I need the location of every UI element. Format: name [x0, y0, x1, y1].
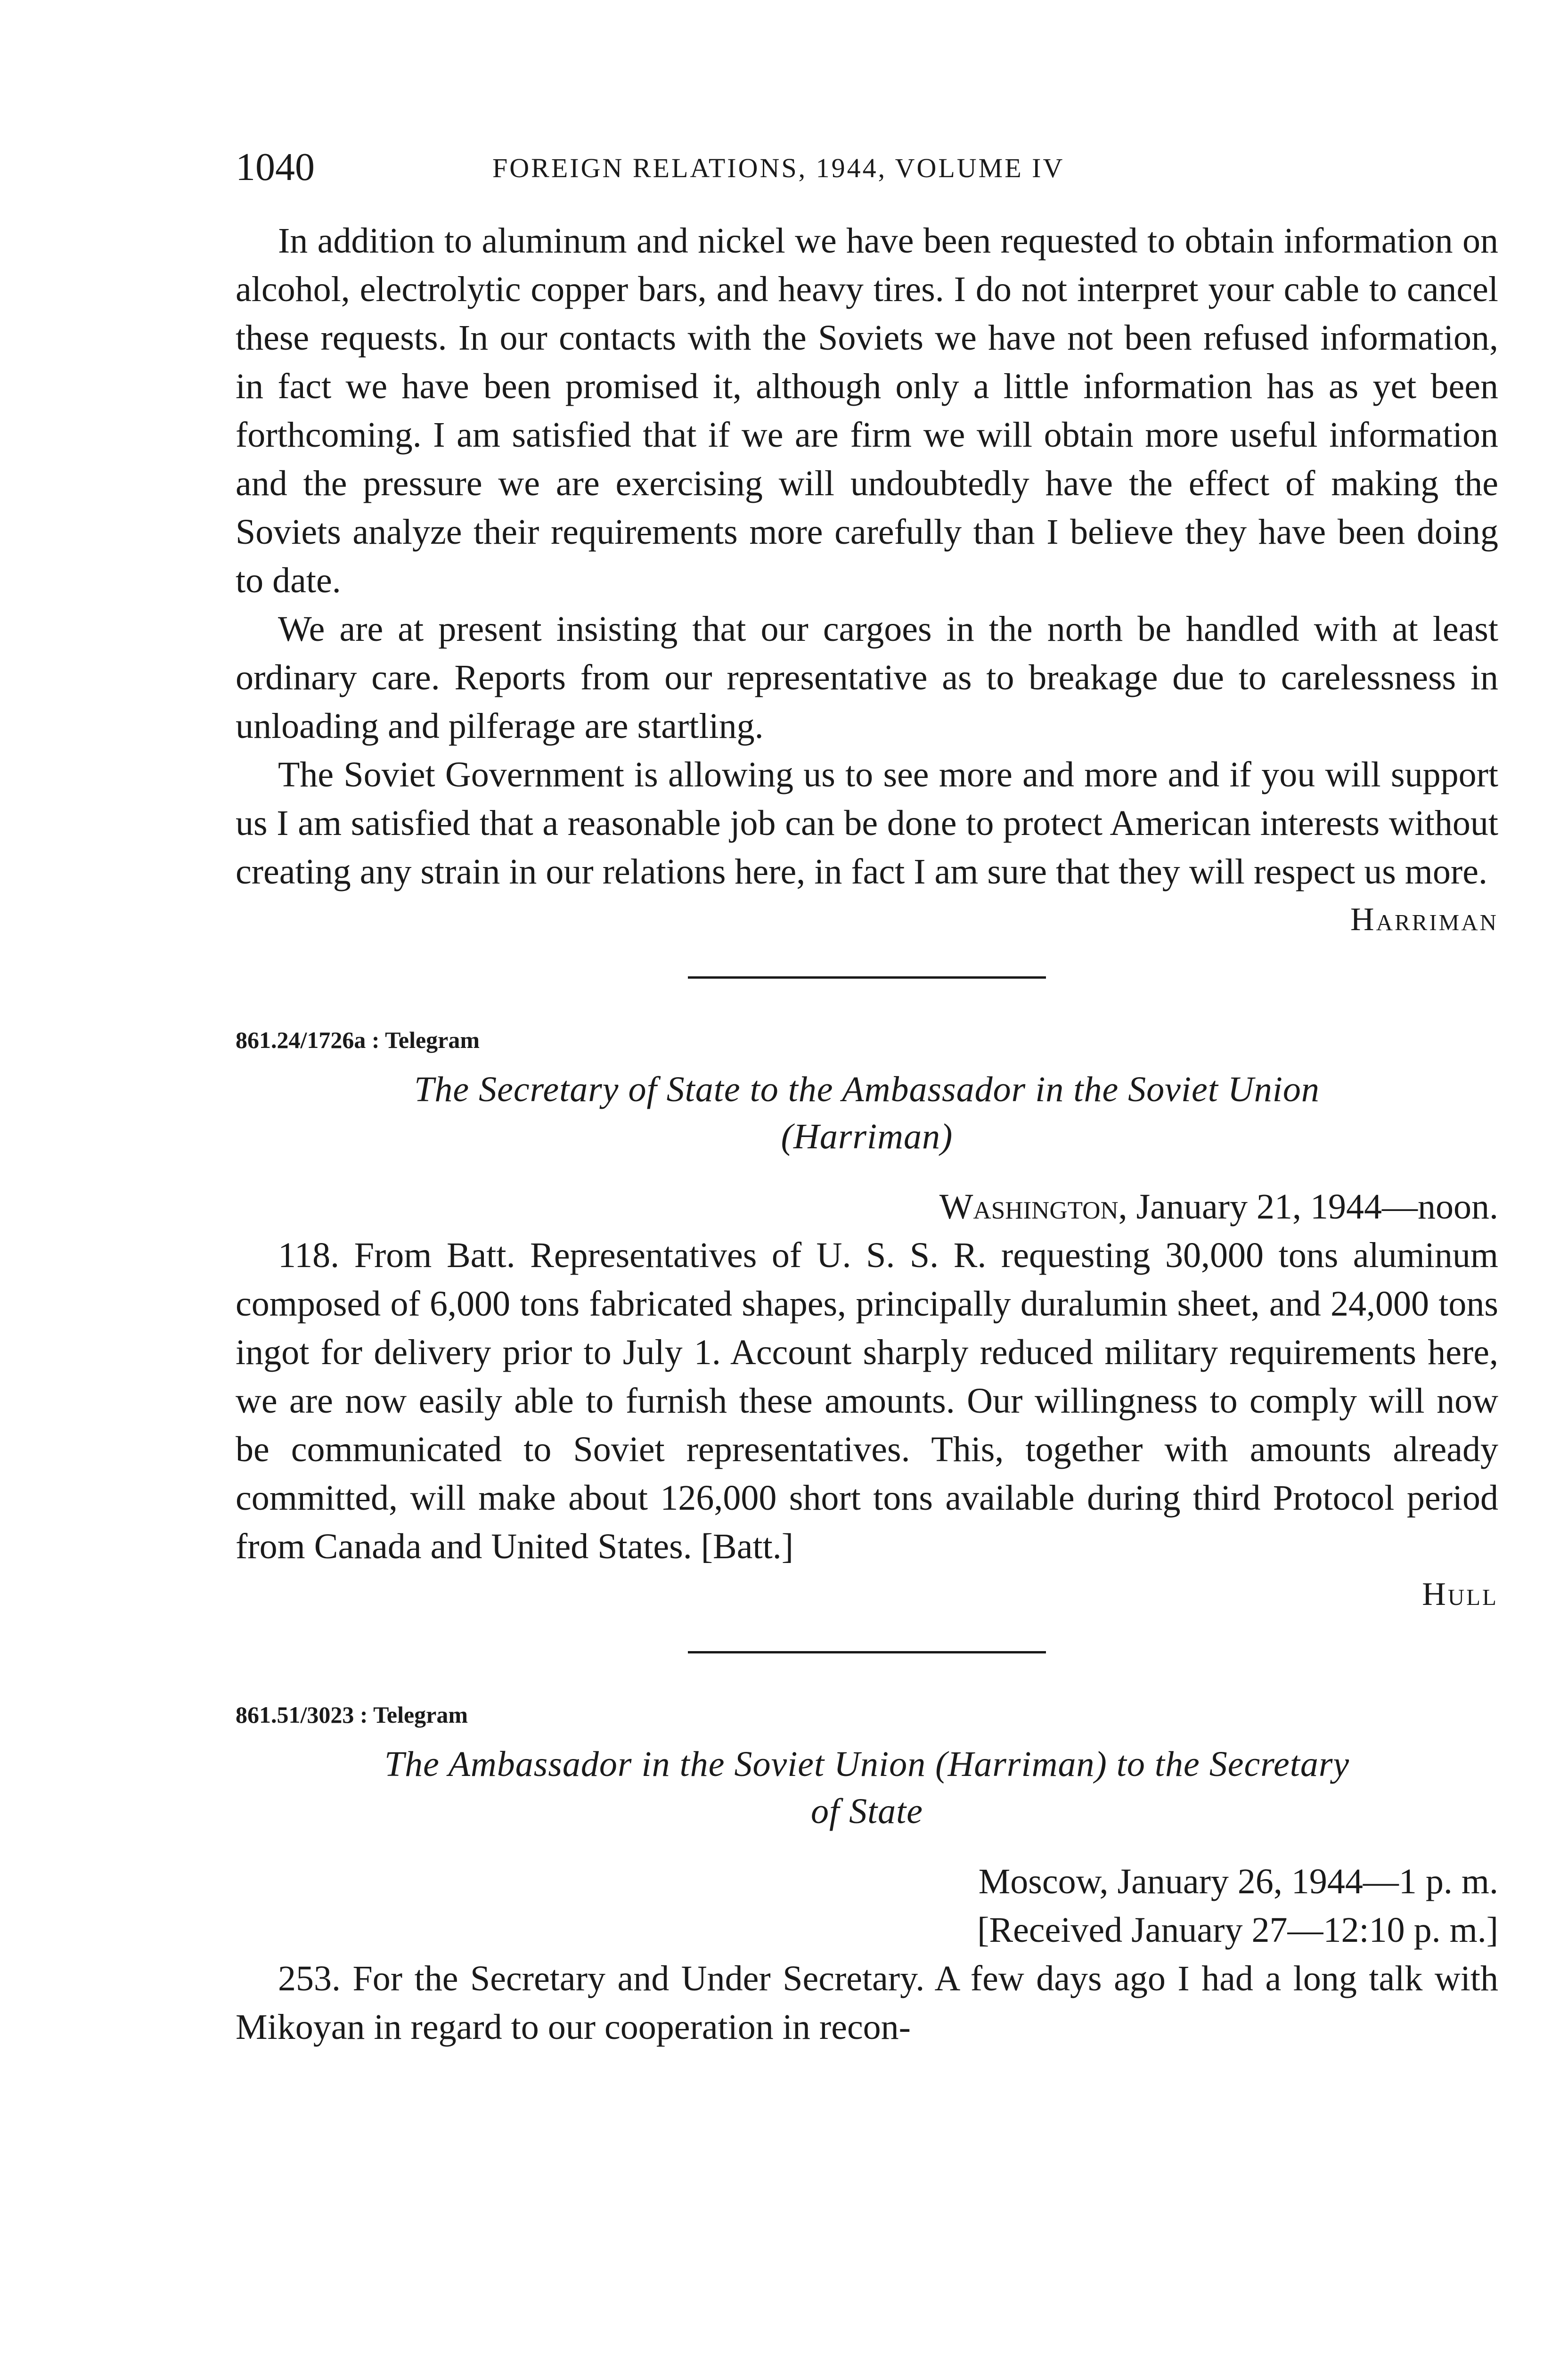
signature: Harriman — [1350, 901, 1498, 938]
document-heading-line-1: The Secretary of State to the Ambassador in the Soviet Union — [414, 1070, 1320, 1109]
document-telegram-3023 — [236, 1698, 1498, 2052]
file-reference: 861.24/1726a : Telegram — [236, 1027, 480, 1053]
paragraph: 118. From Batt. Representatives of U. S. S. R. requesting 30,000 tons aluminum composed of 6,000 tons fabricated shapes, principally duralumin sheet, and 24,000 tons ingot for delivery prior to July 1. Account sharply reduced military requirements here, we are now easily able to furnish these amounts. Our willingness to comply will now be communicated to Soviet representatives. This, together with amounts already committed, will make about 126,000 short tons available during third Protocol period from Canada and United States. [Batt.] — [236, 1235, 1498, 1566]
paragraph: We are at present insisting that our cargoes in the north be handled with at least ordinary care. Reports from our representative as to breakage due to carelessness in unloading and pilferage are startling. — [236, 609, 1498, 746]
document-heading-line-2: (Harriman) — [781, 1117, 953, 1156]
document-harriman-continuation — [236, 217, 1498, 943]
dateline-place: Washington — [939, 1187, 1119, 1227]
signature: Hull — [1422, 1576, 1498, 1612]
received-line: [Received January 27—12:10 p. m.] — [977, 1910, 1498, 1950]
running-title: FOREIGN RELATIONS, 1944, VOLUME IV — [492, 153, 1065, 183]
section-divider — [688, 1651, 1046, 1653]
document-page — [236, 141, 1498, 2052]
dateline-date: , January 21, 1944—noon. — [1118, 1187, 1498, 1227]
file-reference: 861.51/3023 : Telegram — [236, 1702, 468, 1728]
dateline — [236, 1183, 1498, 1231]
document-telegram-1726a — [236, 1023, 1498, 1618]
paragraph: The Soviet Government is allowing us to see more and more and if you will support us I am satisfied that a reasonable job can be done to protect American interests without creating any strain in our relations here, in fact I am sure that they will respect us more. — [236, 755, 1498, 892]
document-heading-line-1: The Ambassador in the Soviet Union (Harriman) to the Secretary — [384, 1744, 1350, 1784]
paragraph: In addition to aluminum and nickel we have been requested to obtain information on alcohol, electrolytic copper bars, and heavy tires. I do not interpret your cable to cancel these requests. In our contacts with the Soviets we have not been refused information, in fact we have been promised it, although only a little information has as yet been forthcoming. I am satisfied that if we are firm we will obtain more useful information and the pressure we are exercising will undoubtedly have the effect of making the Soviets analyze their requirements more carefully than I believe they have been doing to date. — [236, 221, 1498, 600]
document-heading-line-2: of State — [810, 1792, 923, 1831]
page-number: 1040 — [236, 145, 315, 189]
dateline: Moscow, January 26, 1944—1 p. m. — [978, 1862, 1498, 1901]
paragraph: 253. For the Secretary and Under Secretary. A few days ago I had a long talk with Mikoyan in regard to our cooperation in recon- — [236, 1959, 1498, 2047]
section-divider — [688, 976, 1046, 979]
running-head — [236, 141, 1498, 207]
